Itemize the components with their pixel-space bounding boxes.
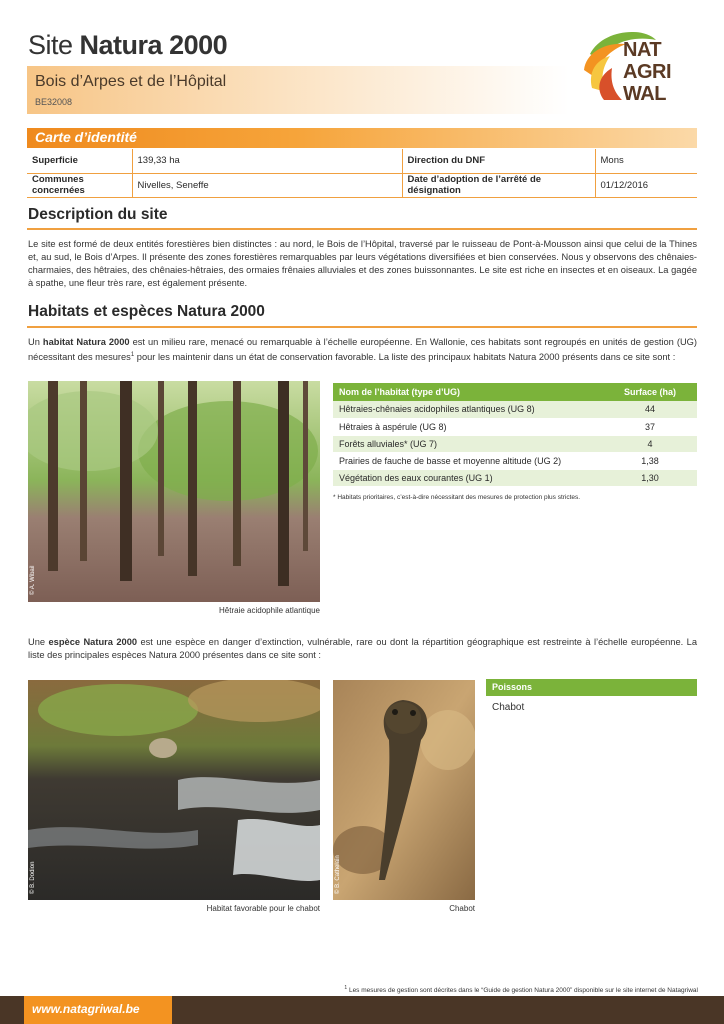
- table-footnote: * Habitats prioritaires, c’est-à-dire nécessitant des mesures de protection plus strictes.: [333, 494, 581, 501]
- website-link[interactable]: www.natagriwal.be: [24, 996, 172, 1024]
- table-row: Prairies de fauche de basse et moyenne altitude (UG 2) 1,38: [333, 452, 697, 469]
- species-group-header: Poissons: [486, 679, 697, 696]
- identity-heading: Carte d’identité: [35, 129, 137, 145]
- table-row: Forêts alluviales* (UG 7) 4: [333, 435, 697, 452]
- table-row: Superficie 139,33 ha Direction du DNF Mons: [27, 149, 697, 173]
- river-photo: © B. Dodion: [28, 680, 320, 900]
- list-item: Chabot: [492, 702, 525, 713]
- table-row: Végétation des eaux courantes (UG 1) 1,30: [333, 469, 697, 486]
- site-name-bar: [27, 66, 569, 114]
- forest-image: [28, 381, 320, 602]
- description-text: Le site est formé de deux entités forestières bien distinctes : au nord, le Bois de l’Hôpital, traversé par le ruisseau de Pont-à-Mousson ainsi que celui de la Thines et, au sud, le Bois d’Arpes. Il présente des zones forestières remarquables par leurs végétations diversifiées et bien conservées. Nous y observons des chênaies-charmaies, des hêtraies, des chênaies-hêtraies, des ormaies frênaies alluviales et des zones buissonnantes. Le site est riche en insectes et en oiseaux. La gagée à spathe, une fleur très rare, est également présente.: [28, 239, 697, 288]
- habitats-intro: Un habitat Natura 2000 est un milieu rare, menacé ou remarquable à l’échelle européenne. En Wallonie, ces habitats sont regroupés en unités de gestion (UG) nécessitant des mesures$^1$ pour les maintenir dans un état de conservation favorable. La liste des principaux habitats Natura 2000 présents dans ce site sont :: [28, 337, 697, 363]
- river-image: [28, 680, 320, 900]
- identity-table: [27, 149, 697, 198]
- identity-heading-bar: [27, 128, 697, 148]
- photo-caption: Hêtraie acidophile atlantique: [219, 606, 320, 615]
- page-footnote: $^1$ Les mesures de gestion sont décrites dans le “Guide de gestion Natura 2000” disponible sur le site internet de Natagriwal: [344, 985, 698, 995]
- table-row: Communes concernées Nivelles, Seneffe Date d’adoption de l’arrêté de désignation 01/12/2016: [27, 173, 697, 197]
- page-title: Site Natura 2000: [28, 30, 228, 60]
- divider: [27, 326, 697, 328]
- table-header-row: Nom de l’habitat (type d’UG) Surface (ha): [333, 383, 697, 401]
- species-intro: Une espèce Natura 2000 est une espèce en danger d’extinction, vulnérable, rare ou dont la répartition géographique est restreinte à l’échelle européenne. La liste des principales espèces Natura 2000 présentes dans ce site sont :: [28, 637, 697, 660]
- forest-photo: © A. Wibail: [28, 381, 320, 602]
- site-name: Bois d’Arpes et de l’Hôpital: [35, 73, 227, 90]
- habitats-heading: Habitats et espèces Natura 2000: [28, 303, 265, 320]
- fish-image: [333, 680, 475, 900]
- table-row: Hêtraies-chênaies acidophiles atlantiques (UG 8) 44: [333, 401, 697, 418]
- table-row: Hêtraies à aspérule (UG 8) 37: [333, 418, 697, 435]
- photo-caption: Habitat favorable pour le chabot: [206, 904, 320, 913]
- description-heading: Description du site: [28, 206, 168, 223]
- photo-caption: Chabot: [449, 904, 475, 913]
- habitats-table: [333, 383, 697, 487]
- natagriwal-logo: NAT AGRI WAL: [582, 26, 698, 118]
- site-code: BE32008: [35, 97, 73, 107]
- divider: [27, 228, 697, 230]
- fish-photo: © B. Cathelain: [333, 680, 475, 900]
